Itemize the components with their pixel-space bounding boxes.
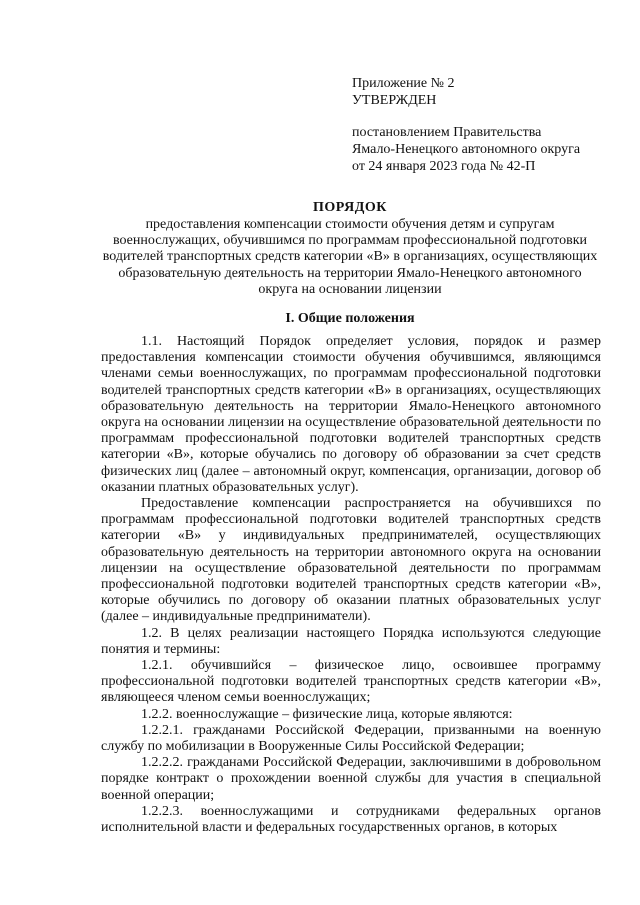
approval-government-line: Ямало-Ненецкого автономного округа — [352, 142, 581, 157]
appendix-number: Приложение № 2 — [352, 76, 455, 91]
paragraph-1-2-2-2: 1.2.2.2. гражданами Российской Федерации, заключившими в добровольном порядке контракт о прохождении военной службы для участия в специальной военной операции; — [101, 755, 601, 803]
paragraph-1-1-continued: Предоставление компенсации распространяется на обучившихся по программам профессиональной подготовки водителей транспортных средств категории «В» у индивидуальных предпринимателей, осуществляющих образовательную деятельность на территории автономного округа на основании лицензии на осуществление образовательной деятельности по программам профессиональной подготовки водителей транспортных средств категории «В», которые обучились по договору об оказании платных образовательных услуг (далее – индивидуальные предприниматели). — [101, 496, 601, 625]
approval-resolution-line: постановлением Правительства — [352, 125, 542, 140]
approval-date-line: от 24 января 2023 года № 42-П — [352, 159, 536, 174]
section-heading: I. Общие положения — [285, 311, 415, 326]
document-title: ПОРЯДОК — [313, 200, 387, 215]
paragraph-1-2-2-3: 1.2.2.3. военнослужащими и сотрудниками федеральных органов исполнительной власти и федеральных государственных органов, в которых — [101, 803, 601, 836]
paragraph-1-2-1: 1.2.1. обучившийся – физическое лицо, освоившее программу профессиональной подготовки водителей транспортных средств категории «В», являющееся членом семьи военнослужащих; — [101, 658, 601, 706]
paragraph-1-1: 1.1. Настоящий Порядок определяет условия, порядок и размер предоставления компенсации стоимости обучения обучившимся, являющимся членами семьи военнослужащих, по программам профессиональной подготовки водителей транспортных средств категории «В» в организациях, осуществляющих образовательную деятельность на территории Ямало-Ненецкого автономного округа на основании лицензии на осуществление образовательной деятельности по программам профессиональной подготовки водителей транспортных средств категории «В», которые обучались по договору об образовании за счет средств физических лиц (далее – автономный округ, компенсация, организации, договор об оказании платных образовательных услуг). — [101, 334, 601, 495]
document-subtitle: предоставления компенсации стоимости обучения детям и супругам военнослужащих, обучившимся по программам профессиональной подготовки водителей транспортных средств категории «В» в организациях, осуществляющих образовательную деятельность на территории Ямало-Ненецкого автономного округа на основании лицензии — [102, 217, 598, 297]
document-body — [101, 334, 601, 836]
spacer — [352, 109, 622, 124]
paragraph-1-2-2-1: 1.2.2.1. гражданами Российской Федерации, призванными на военную службу по мобилизации в Вооруженные Силы Российской Федерации; — [101, 722, 601, 755]
paragraph-1-2: 1.2. В целях реализации настоящего Порядка используются следующие понятия и термины: — [101, 625, 601, 657]
approval-block — [352, 75, 622, 175]
paragraph-1-2-2: 1.2.2. военнослужащие – физические лица, которые являются: — [141, 706, 513, 722]
approved-label: УТВЕРЖДЕН — [352, 93, 437, 108]
